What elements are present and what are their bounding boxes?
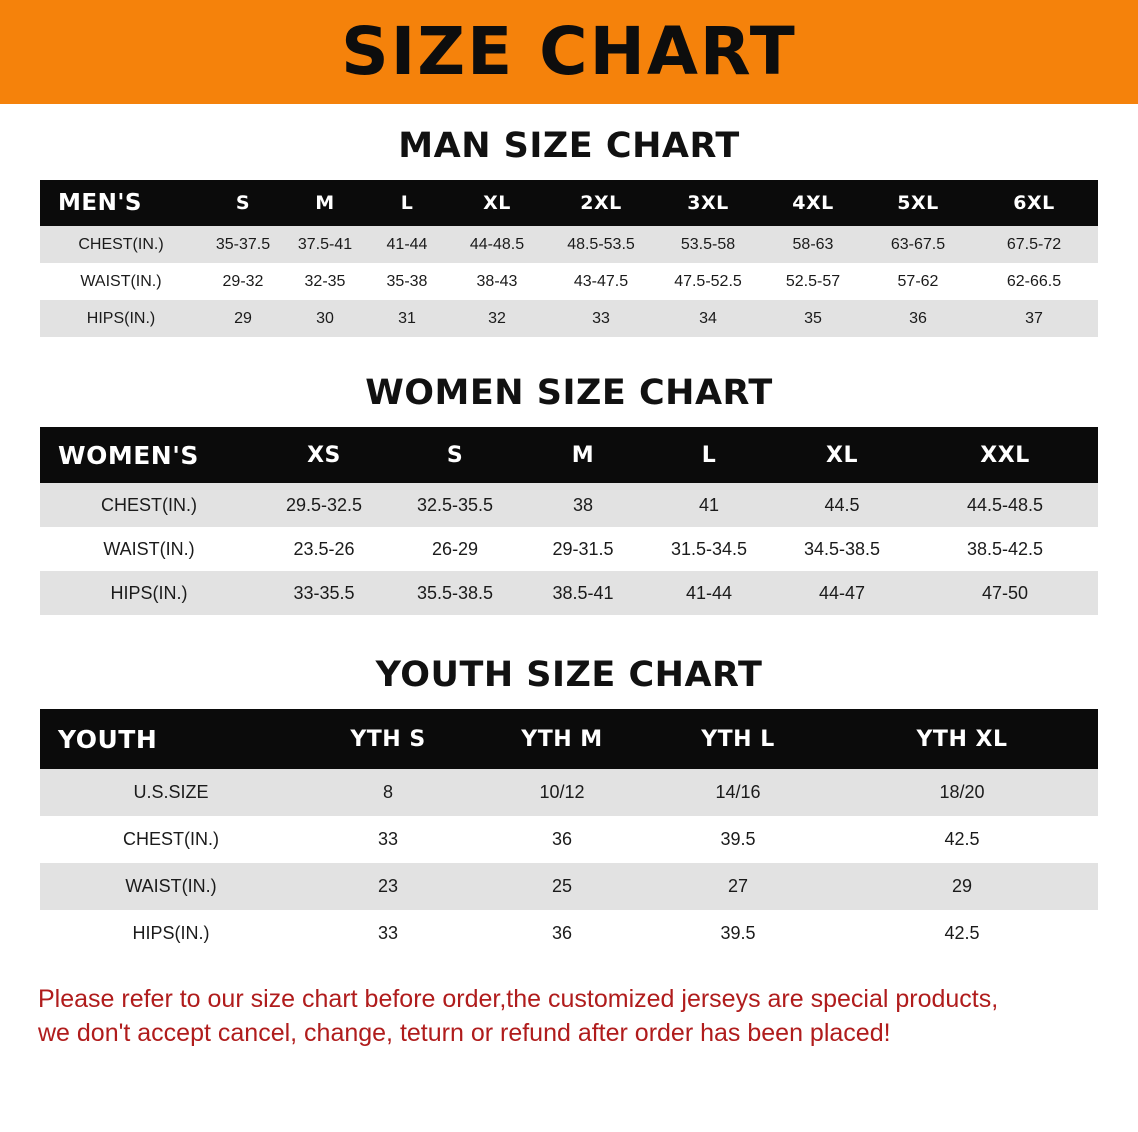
- cell: 42.5: [826, 910, 1098, 957]
- col-header: XS: [258, 427, 390, 483]
- table-row: [40, 483, 1098, 527]
- cell: 38: [520, 483, 646, 527]
- cell: 34.5-38.5: [772, 527, 912, 571]
- cell: 39.5: [650, 910, 826, 957]
- youth-size-table: [40, 709, 1098, 957]
- women-section-heading: WOMEN SIZE CHART: [365, 373, 773, 413]
- row-label: HIPS(IN.): [40, 300, 202, 337]
- cell: 23.5-26: [258, 527, 390, 571]
- women-table-wrap: [0, 427, 1138, 615]
- cell: 42.5: [826, 816, 1098, 863]
- col-header: XL: [772, 427, 912, 483]
- cell: 36: [474, 910, 650, 957]
- table-row: [40, 571, 1098, 615]
- cell: 14/16: [650, 769, 826, 816]
- cell: 41-44: [366, 226, 448, 263]
- cell: 63-67.5: [866, 226, 970, 263]
- youth-table-wrap: [0, 709, 1138, 957]
- cell: 67.5-72: [970, 226, 1098, 263]
- cell: 57-62: [866, 263, 970, 300]
- row-label: CHEST(IN.): [40, 226, 202, 263]
- cell: 58-63: [760, 226, 866, 263]
- cell: 33-35.5: [258, 571, 390, 615]
- cell: 33: [546, 300, 656, 337]
- table-header-row: [40, 180, 1098, 226]
- cell: 29: [826, 863, 1098, 910]
- cell: 26-29: [390, 527, 520, 571]
- table-row: [40, 226, 1098, 263]
- cell: 30: [284, 300, 366, 337]
- cell: 41: [646, 483, 772, 527]
- cell: 44-47: [772, 571, 912, 615]
- cell: 43-47.5: [546, 263, 656, 300]
- cell: 25: [474, 863, 650, 910]
- cell: 31.5-34.5: [646, 527, 772, 571]
- cell: 27: [650, 863, 826, 910]
- cell: 34: [656, 300, 760, 337]
- cell: 38.5-42.5: [912, 527, 1098, 571]
- row-label: U.S.SIZE: [40, 769, 302, 816]
- cell: 32.5-35.5: [390, 483, 520, 527]
- cell: 47-50: [912, 571, 1098, 615]
- page-title: SIZE CHART: [341, 13, 797, 90]
- cell: 39.5: [650, 816, 826, 863]
- row-label: CHEST(IN.): [40, 483, 258, 527]
- cell: 29: [202, 300, 284, 337]
- col-header: XXL: [912, 427, 1098, 483]
- col-header: YTH M: [474, 709, 650, 769]
- banner: [0, 0, 1138, 104]
- table-header-row: [40, 427, 1098, 483]
- man-table-wrap: [0, 180, 1138, 337]
- note-line-2: we don't accept cancel, change, teturn or refund after order has been placed!: [38, 1018, 891, 1047]
- cell: 35: [760, 300, 866, 337]
- cell: 44.5-48.5: [912, 483, 1098, 527]
- cell: 8: [302, 769, 474, 816]
- man-section-heading: MAN SIZE CHART: [398, 126, 740, 166]
- row-label: HIPS(IN.): [40, 910, 302, 957]
- cell: 33: [302, 816, 474, 863]
- cell: 35-38: [366, 263, 448, 300]
- col-header: 6XL: [970, 180, 1098, 226]
- col-header: YTH XL: [826, 709, 1098, 769]
- row-label: HIPS(IN.): [40, 571, 258, 615]
- cell: 33: [302, 910, 474, 957]
- cell: 36: [866, 300, 970, 337]
- col-header: YTH L: [650, 709, 826, 769]
- cell: 44.5: [772, 483, 912, 527]
- cell: 52.5-57: [760, 263, 866, 300]
- row-label: WAIST(IN.): [40, 263, 202, 300]
- cell: 37: [970, 300, 1098, 337]
- table-row: [40, 263, 1098, 300]
- cell: 29.5-32.5: [258, 483, 390, 527]
- youth-section-heading: YOUTH SIZE CHART: [375, 655, 763, 695]
- col-header: S: [390, 427, 520, 483]
- col-header: M: [284, 180, 366, 226]
- table-row: [40, 300, 1098, 337]
- cell: 35.5-38.5: [390, 571, 520, 615]
- cell: 29-31.5: [520, 527, 646, 571]
- row-label: CHEST(IN.): [40, 816, 302, 863]
- cell: 29-32: [202, 263, 284, 300]
- col-header: YTH S: [302, 709, 474, 769]
- cell: 18/20: [826, 769, 1098, 816]
- cell: 38-43: [448, 263, 546, 300]
- cell: 38.5-41: [520, 571, 646, 615]
- cell: 10/12: [474, 769, 650, 816]
- table-row: [40, 910, 1098, 957]
- cell: 36: [474, 816, 650, 863]
- row-label: WAIST(IN.): [40, 527, 258, 571]
- col-header: M: [520, 427, 646, 483]
- cell: 31: [366, 300, 448, 337]
- col-header: WOMEN'S: [40, 427, 258, 483]
- table-row: [40, 769, 1098, 816]
- cell: 32-35: [284, 263, 366, 300]
- cell: 48.5-53.5: [546, 226, 656, 263]
- cell: 47.5-52.5: [656, 263, 760, 300]
- cell: 35-37.5: [202, 226, 284, 263]
- col-header: MEN'S: [40, 180, 202, 226]
- disclaimer-note: [38, 983, 1100, 1051]
- table-row: [40, 816, 1098, 863]
- cell: 23: [302, 863, 474, 910]
- row-label: WAIST(IN.): [40, 863, 302, 910]
- col-header: L: [366, 180, 448, 226]
- col-header: 2XL: [546, 180, 656, 226]
- women-size-table: [40, 427, 1098, 615]
- col-header: 3XL: [656, 180, 760, 226]
- cell: 44-48.5: [448, 226, 546, 263]
- col-header: 4XL: [760, 180, 866, 226]
- note-line-1: Please refer to our size chart before order,the customized jerseys are special products,: [38, 985, 999, 1013]
- cell: 41-44: [646, 571, 772, 615]
- col-header: L: [646, 427, 772, 483]
- cell: 32: [448, 300, 546, 337]
- col-header: YOUTH: [40, 709, 302, 769]
- col-header: S: [202, 180, 284, 226]
- table-row: [40, 863, 1098, 910]
- cell: 53.5-58: [656, 226, 760, 263]
- cell: 62-66.5: [970, 263, 1098, 300]
- col-header: 5XL: [866, 180, 970, 226]
- table-header-row: [40, 709, 1098, 769]
- table-row: [40, 527, 1098, 571]
- men-size-table: [40, 180, 1098, 337]
- cell: 37.5-41: [284, 226, 366, 263]
- col-header: XL: [448, 180, 546, 226]
